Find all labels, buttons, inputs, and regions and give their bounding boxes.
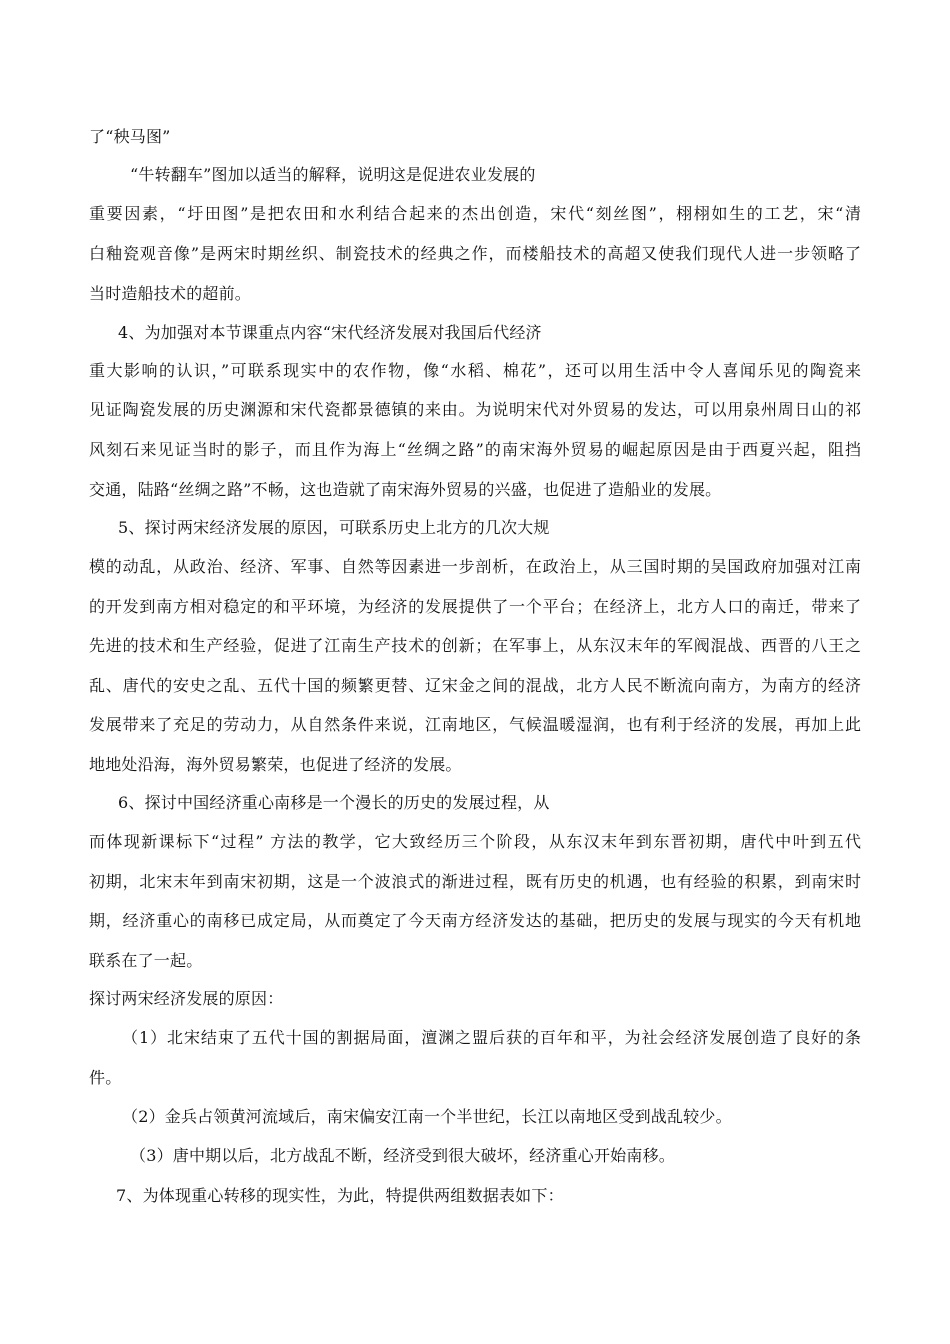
- section-heading: 探讨两宋经济发展的原因：: [89, 989, 284, 1008]
- text-line: 4、为加强对本节课重点内容“宋代经济发展对我国后代经济: [118, 323, 542, 342]
- text-line: 重要因素，“圩田图”是把农田和水利结合起来的杰出创造，宋代“刻丝图”，栩栩如生的工艺，宋“清: [89, 204, 861, 223]
- text-line: 而体现新课标下“过程” 方法的教学，它大致经历三个阶段，从东汉末年到东晋初期，唐代中叶到五代: [89, 832, 861, 851]
- list-item: （2）金兵占领黄河流域后，南宋偏安江南一个半世纪，长江以南地区受到战乱较少。: [122, 1107, 732, 1126]
- text-line: 6、探讨中国经济重心南移是一个漫长的历史的发展过程，从: [118, 793, 550, 812]
- text-line: 期，经济重心的南移已成定局，从而奠定了今天南方经济发达的基础，把历史的发展与现实的今天有机地: [89, 911, 861, 930]
- text-line: “牛转翻车”图加以适当的解释，说明这是促进农业发展的: [130, 165, 536, 184]
- text-line: 见证陶瓷发展的历史渊源和宋代瓷都景德镇的来由。为说明宋代对外贸易的发达，可以用泉州周日山的祁: [89, 400, 861, 419]
- text-line: 5、探讨两宋经济发展的原因，可联系历史上北方的几次大规: [118, 518, 550, 537]
- text-line: 重大影响的认识，”可联系现实中的农作物，像“水稻、棉花”，还可以用生活中令人喜闻乐见的陶瓷来: [89, 361, 861, 380]
- list-item: （3）唐中期以后，北方战乱不断，经济受到很大破坏，经济重心开始南移。: [130, 1146, 675, 1165]
- text-line: 7、为体现重心转移的现实性，为此，特提供两组数据表如下：: [116, 1186, 564, 1205]
- text-line: 了“秧马图”: [89, 127, 171, 146]
- text-line: 发展带来了充足的劳动力，从自然条件来说，江南地区，气候温暖湿润，也有利于经济的发展，再加上此: [89, 715, 861, 734]
- text-line: 件。: [89, 1068, 122, 1087]
- text-line: 交通，陆路“丝绸之路”不畅，这也造就了南宋海外贸易的兴盛，也促进了造船业的发展。: [89, 480, 722, 499]
- text-line: 地地处沿海，海外贸易繁荣，也促进了经济的发展。: [89, 755, 462, 774]
- text-line: 乱、唐代的安史之乱、五代十国的频繁更替、辽宋金之间的混战，北方人民不断流向南方，为南方的经济: [89, 676, 861, 695]
- text-line: 联系在了一起。: [89, 951, 203, 970]
- list-item: （1）北宋结束了五代十国的割据局面，澶渊之盟后获的百年和平，为社会经济发展创造了良好的条: [122, 1028, 861, 1047]
- text-line: 当时造船技术的超前。: [89, 284, 252, 303]
- text-line: 白釉瓷观音像”是两宋时期丝织、制瓷技术的经典之作，而楼船技术的高超又使我们现代人进一步领略了: [89, 244, 861, 263]
- text-line: 初期，北宋末年到南宋初期，这是一个波浪式的渐进过程，既有历史的机遇，也有经验的积累，到南宋时: [89, 872, 861, 891]
- text-line: 风刻石来见证当时的影子，而且作为海上“丝绸之路”的南宋海外贸易的崛起原因是由于西夏兴起，阻挡: [89, 440, 861, 459]
- text-line: 先进的技术和生产经验，促进了江南生产技术的创新；在军事上，从东汉末年的军阀混战、西晋的八王之: [89, 636, 861, 655]
- text-line: 模的动乱，从政治、经济、军事、自然等因素进一步剖析，在政治上，从三国时期的吴国政府加强对江南: [89, 557, 861, 576]
- text-line: 的开发到南方相对稳定的和平环境，为经济的发展提供了一个平台；在经济上，北方人口的南迁，带来了: [89, 597, 861, 616]
